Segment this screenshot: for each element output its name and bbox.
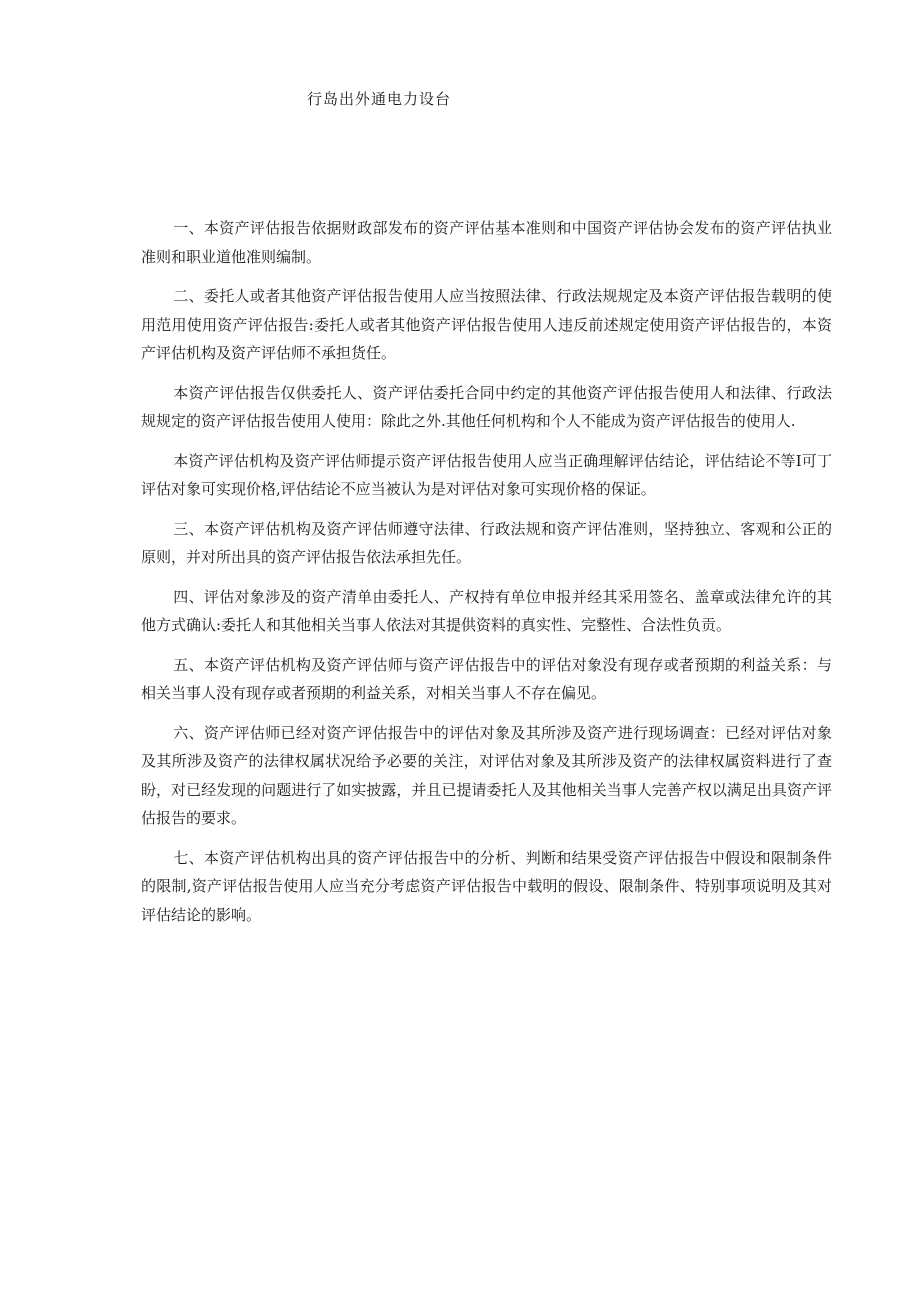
paragraph-2: 二、委托人或者其他资产评估报告使用人应当按照法律、行政法规规定及本资产评估报告载明的使用范用使用资产评估报告:委托人或者其他资产评估报告使用人违反前述规定使用资产评估报告的，本资产评估机构及资产评估师不承担货任。 [141,287,832,362]
paragraph-8: 六、资产评估师已经对资产评估报告中的评估对象及其所涉及资产进行现场调查：已经对评估对象及其所涉及资产的法律权属状况给予必要的关注，对评估对象及其所涉及资产的法律权属资料进行了查盼，对已经发现的问题进行了如实披露，并且已提请委托人及其他相关当事人完善产权以满足出具资产评估报告的要求。 [141,723,832,827]
paragraph-7: 五、本资产评估机构及资产评估师与资产评估报告中的评估对象没有现存或者预期的利益关系：与相关当事人没有现存或者预期的利益关系，对相关当事人不存在偏见。 [141,655,832,702]
paragraph-9: 七、本资产评估机构出具的资产评估报告中的分析、判断和结果受资产评估报告中假设和限制条件的限制,资产评估报告使用人应当充分考虑资产评估报告中载明的假设、限制条件、特别事项说明及其对评估结论的影响。 [141,848,832,924]
paragraph-3: 本资产评估报告仅供委托人、资产评估委托合同中约定的其他资产评估报告使用人和法律、行政法规规定的资产评估报告使用人使用：除此之外.其他任何机构和个人不能成为资产评估报告的使用人. [141,383,832,430]
paragraph-4: 本资产评估机构及资产评估师提示资产评估报告使用人应当正确理解评估结论，评估结论不等I可丁评估对象可实现价格,评估结论不应当被认为是对评估对象可实现价格的保证。 [141,451,832,498]
paragraph-5: 三、本资产评估机构及资产评估师遵守法律、行政法规和资产评估准则，坚持独立、客观和公正的原则，并对所出具的资产评估报告依法承担先任。 [141,519,832,566]
page-header: 行岛出外通电力设台 [307,90,452,108]
statement-body [141,214,832,940]
paragraph-1: 一、本资产评估报告依据财政部发布的资产评估基本准则和中国资产评估协会发布的资产评估执业准则和职业道他准则编制。 [141,219,832,266]
paragraph-6: 四、评估对象涉及的资产清单由委托人、产权持有单位申报并经其采用签名、盖章或法律允许的其他方式确认:委托人和其他相关当事人依法对其提供资料的真实性、完整性、合法性负贡。 [141,587,832,634]
